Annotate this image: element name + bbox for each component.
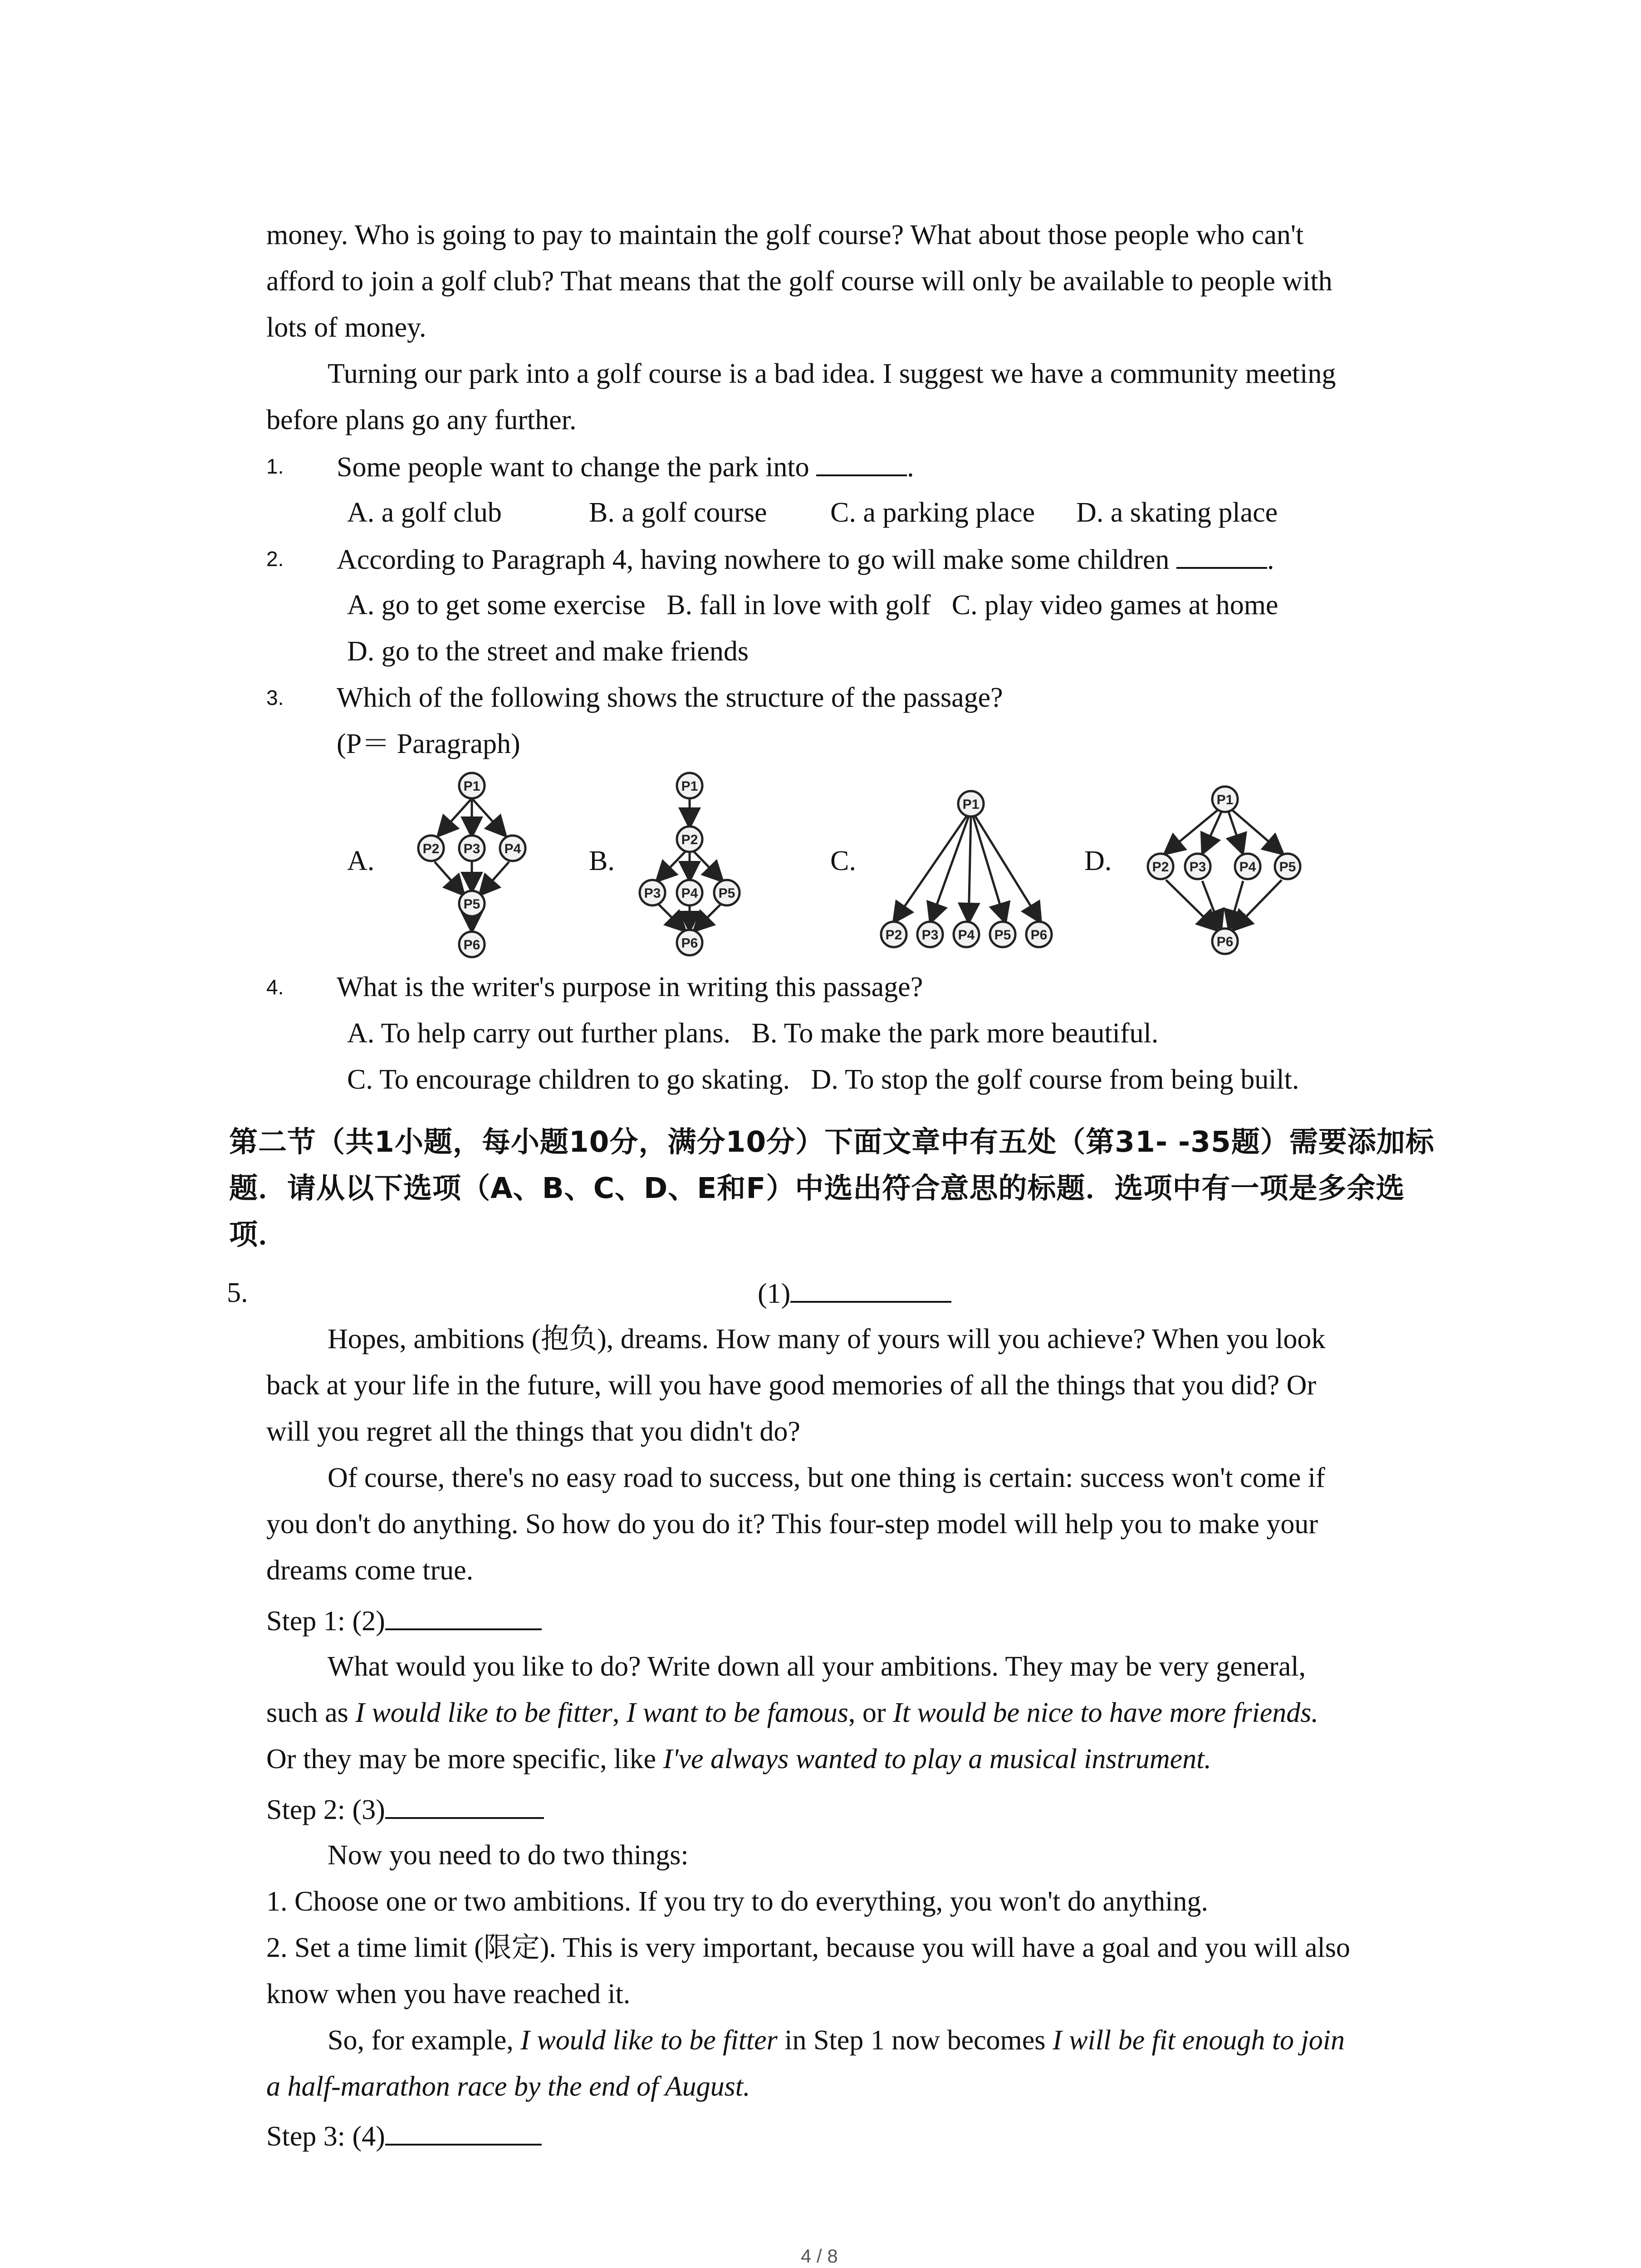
paragraph-line: know when you have reached it. bbox=[266, 1979, 631, 2009]
question-stem: According to Paragraph 4, having nowhere to go will make some children . bbox=[337, 541, 1274, 578]
option-label: C. bbox=[830, 846, 856, 876]
paragraph-line: 1. Choose one or two ambitions. If you try to do everything, you won't do anything. bbox=[266, 1886, 1208, 1917]
node-label: P4 bbox=[681, 886, 698, 901]
step-heading: Step 3: (4) bbox=[266, 2117, 542, 2155]
paragraph-line: such as I would like to be fitter, I want to be famous, or It would be nice to have more friends. bbox=[266, 1697, 1318, 1728]
answer-blank[interactable] bbox=[1176, 541, 1267, 569]
option: A. a golf club bbox=[347, 497, 502, 528]
question-number: 2. bbox=[266, 547, 284, 571]
page-number: 4 / 8 bbox=[801, 2245, 838, 2267]
node-label: P5 bbox=[718, 886, 735, 901]
option: D. a skating place bbox=[1076, 497, 1278, 528]
structure-diagram-b[interactable] bbox=[626, 771, 762, 962]
structure-diagram-a[interactable] bbox=[390, 771, 554, 962]
paragraph-line: back at your life in the future, will you have good memories of all the things that you did? Or bbox=[266, 1370, 1317, 1401]
node-label: P6 bbox=[1030, 928, 1048, 943]
paragraph-line: Now you need to do two things: bbox=[328, 1840, 689, 1871]
option: C. a parking place bbox=[830, 497, 1035, 528]
paragraph-line: Hopes, ambitions (抱负), dreams. How many of yours will you achieve? When you look bbox=[328, 1324, 1326, 1354]
question-number: 5. bbox=[227, 1277, 248, 1308]
node-label: P2 bbox=[422, 841, 440, 856]
node-label: P6 bbox=[463, 938, 480, 953]
node-label: P1 bbox=[681, 779, 698, 794]
step-heading: Step 1: (2) bbox=[266, 1602, 542, 1639]
question-number: 4. bbox=[266, 975, 284, 999]
option-label: A. bbox=[347, 846, 375, 876]
node-label: P3 bbox=[463, 841, 480, 856]
node-label: P2 bbox=[885, 928, 902, 943]
node-label: P5 bbox=[463, 897, 480, 912]
node-label: P6 bbox=[681, 936, 698, 951]
step-blank[interactable] bbox=[385, 2117, 542, 2146]
section-heading: 项． bbox=[229, 1218, 287, 1251]
step-blank[interactable] bbox=[385, 1791, 544, 1819]
node-label: P4 bbox=[1239, 860, 1256, 875]
option-label: D. bbox=[1084, 846, 1112, 876]
option-line: C. To encourage children to go skating. D. To stop the golf course from being built. bbox=[347, 1064, 1299, 1095]
step-heading: Step 2: (3) bbox=[266, 1791, 544, 1828]
option-line: A. To help carry out further plans. B. To make the park more beautiful. bbox=[347, 1018, 1159, 1049]
section-heading: 题．请从以下选项（A、B、C、D、E和F）中选出符合意思的标题．选项中有一项是多余选 bbox=[229, 1172, 1405, 1205]
paragraph-line: What would you like to do? Write down all your ambitions. They may be very general, bbox=[328, 1651, 1306, 1682]
option-line: A. go to get some exercise B. fall in love with golf C. play video games at home bbox=[347, 590, 1279, 621]
node-label: P4 bbox=[958, 928, 975, 943]
article-title: (1) bbox=[758, 1275, 951, 1312]
node-label: P1 bbox=[1216, 792, 1234, 807]
node-label: P6 bbox=[1216, 934, 1234, 949]
passage-line: before plans go any further. bbox=[266, 405, 577, 435]
option: B. a golf course bbox=[589, 497, 767, 528]
title-blank[interactable] bbox=[790, 1275, 951, 1303]
node-label: P3 bbox=[644, 886, 661, 901]
passage-line: lots of money. bbox=[266, 312, 426, 343]
option-line: D. go to the street and make friends bbox=[347, 636, 749, 667]
node-label: P4 bbox=[504, 841, 521, 856]
paragraph-line: 2. Set a time limit (限定). This is very important, because you will have a goal and you will also bbox=[266, 1932, 1350, 1963]
paragraph-line: So, for example, I would like to be fitter in Step 1 now becomes I will be fit enough to join bbox=[328, 2025, 1345, 2056]
question-stem: What is the writer's purpose in writing this passage? bbox=[337, 972, 923, 1002]
question-number: 1. bbox=[266, 455, 284, 478]
paragraph-line: a half-marathon race by the end of August. bbox=[266, 2071, 750, 2102]
answer-blank[interactable] bbox=[816, 448, 907, 476]
node-label: P2 bbox=[681, 832, 698, 847]
passage-line: money. Who is going to pay to maintain the golf course? What about those people who can't bbox=[266, 220, 1304, 250]
paragraph-line: dreams come true. bbox=[266, 1555, 474, 1586]
question-number: 3. bbox=[266, 686, 284, 709]
option-label: B. bbox=[589, 846, 615, 876]
node-label: P5 bbox=[994, 928, 1011, 943]
node-label: P3 bbox=[1189, 860, 1206, 875]
section-heading: 第二节（共1小题，每小题10分，满分10分）下面文章中有五处（第31- -35题）需要添加标 bbox=[229, 1125, 1435, 1158]
paragraph-line: you don't do anything. So how do you do it? This four-step model will help you to make your bbox=[266, 1509, 1318, 1540]
question-stem: Which of the following shows the structure of the passage? bbox=[337, 682, 1003, 713]
paragraph-line: Of course, there's no easy road to success, but one thing is certain: success won't come if bbox=[328, 1462, 1325, 1493]
step-blank[interactable] bbox=[385, 1602, 542, 1630]
structure-diagram-d[interactable] bbox=[1143, 785, 1307, 957]
question-stem: Some people want to change the park into . bbox=[337, 448, 914, 485]
passage-line: Turning our park into a golf course is a bad idea. I suggest we have a community meeting bbox=[328, 358, 1336, 389]
node-label: P5 bbox=[1279, 860, 1296, 875]
paragraph-line: Or they may be more specific, like I've always wanted to play a musical instrument. bbox=[266, 1744, 1211, 1774]
structure-diagram-c[interactable] bbox=[876, 789, 1066, 953]
node-label: P1 bbox=[962, 797, 980, 812]
node-label: P1 bbox=[463, 779, 480, 794]
paragraph-line: will you regret all the things that you didn't do? bbox=[266, 1416, 800, 1447]
node-label: P2 bbox=[1152, 860, 1169, 875]
node-label: P3 bbox=[921, 928, 939, 943]
question-note: (P＝ Paragraph) bbox=[337, 728, 520, 759]
passage-line: afford to join a golf club? That means that the golf course will only be available to people with bbox=[266, 266, 1332, 297]
